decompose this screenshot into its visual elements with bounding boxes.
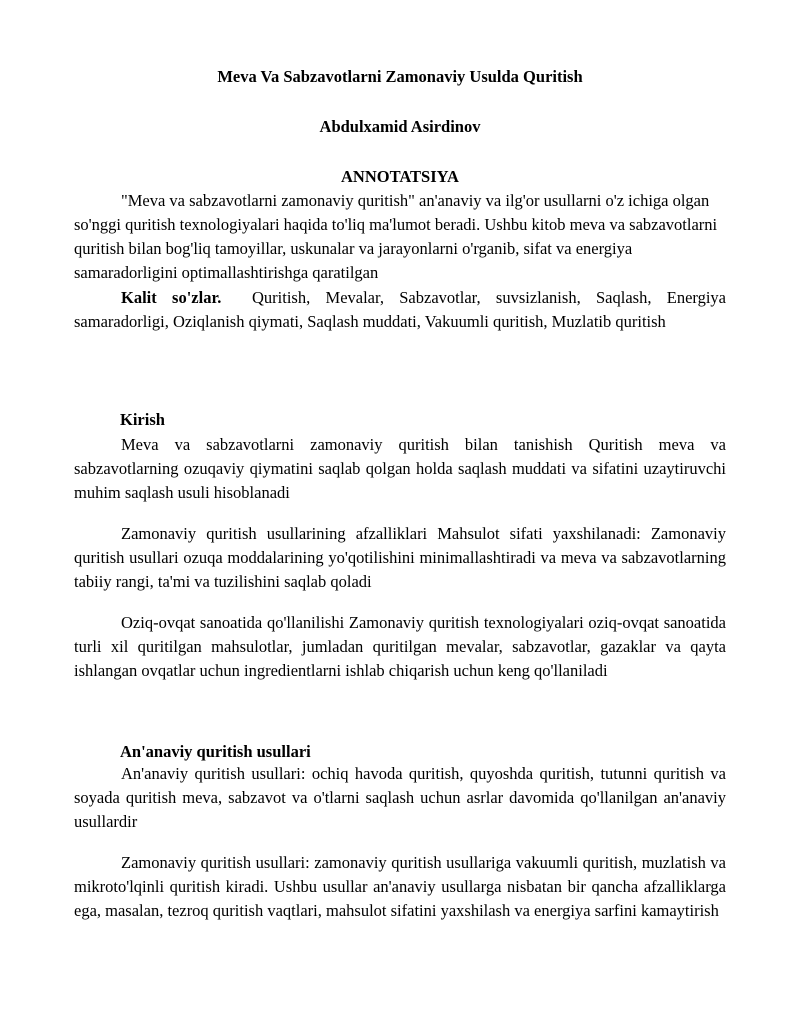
- annotation-paragraph: "Meva va sabzavotlarni zamonaviy quritish" an'anaviy va ilg'or usullarni o'z ichiga olgan so'nggi quritish texnologiyalari haqida to'liq ma'lumot beradi. Ushbu kitob meva va sabzavotlarni quritish bilan bog'liq tamoyillar, uskunalar va jarayonlarni o'rganib, sifat va energiya samaradorligini optimallashtirishga qaratilgan: [74, 191, 718, 282]
- keywords-label: Kalit so'zlar.: [121, 288, 222, 307]
- annotation-heading: ANNOTATSIYA: [341, 167, 459, 186]
- traditional-heading: An'anaviy quritish usullari: [120, 742, 311, 761]
- traditional-paragraph-2: Zamonaviy quritish usullari: zamonaviy quritish usullariga vakuumli quritish, muzlatish va mikroto'lqinli quritish kiradi. Ushbu usullar an'anaviy usullarga nisbatan bir qancha afzalliklarga ega, masalan, tezroq quritish vaqtlari, mahsulot sifatini yaxshilash va energiya sarfini kamaytirish: [74, 853, 726, 920]
- intro-paragraph-2: Zamonaviy quritish usullarining afzalliklari Mahsulot sifati yaxshilanadi: Zamonaviy quritish usullari ozuqa moddalarining yo'qotilishini minimallashtiradi va meva va sabzavotlarning tabiiy rangi, ta'mi va tuzilishini saqlab qoladi: [74, 524, 726, 591]
- author-name: Abdulxamid Asirdinov: [319, 117, 481, 136]
- keywords-paragraph: [74, 286, 726, 334]
- intro-heading: Kirish: [120, 410, 165, 429]
- traditional-paragraph-1: An'anaviy quritish usullari: ochiq havoda quritish, quyoshda quritish, tutunni quritish va soyada quritish meva, sabzavot va o'tlarni saqlash uchun asrlar davomida qo'llanilgan an'anaviy usullardir: [74, 764, 726, 831]
- keywords-text: Quritish, Mevalar, Sabzavotlar, suvsizlanish, Saqlash, Energiya samaradorligi, Oziqlanish qiymati, Saqlash muddati, Vakuumli quritish, Muzlatib quritish: [74, 288, 727, 331]
- intro-paragraph-3: Oziq-ovqat sanoatida qo'llanilishi Zamonaviy quritish texnologiyalari oziq-ovqat sanoatida turli xil quritilgan mahsulotlar, jumladan quritilgan mevalar, sabzavotlar, gazaklar va qayta ishlangan ovqatlar uchun ingredientlarni ishlab chiqarish uchun keng qo'llaniladi: [74, 613, 726, 680]
- document-title: Meva Va Sabzavotlarni Zamonaviy Usulda Quritish: [217, 67, 583, 86]
- intro-paragraph-1: Meva va sabzavotlarni zamonaviy quritish bilan tanishish Quritish meva va sabzavotlarning ozuqaviy qiymatini saqlab qolgan holda saqlash muddati va sifatini uzaytiruvchi muhim saqlash usuli hisoblanadi: [74, 435, 726, 502]
